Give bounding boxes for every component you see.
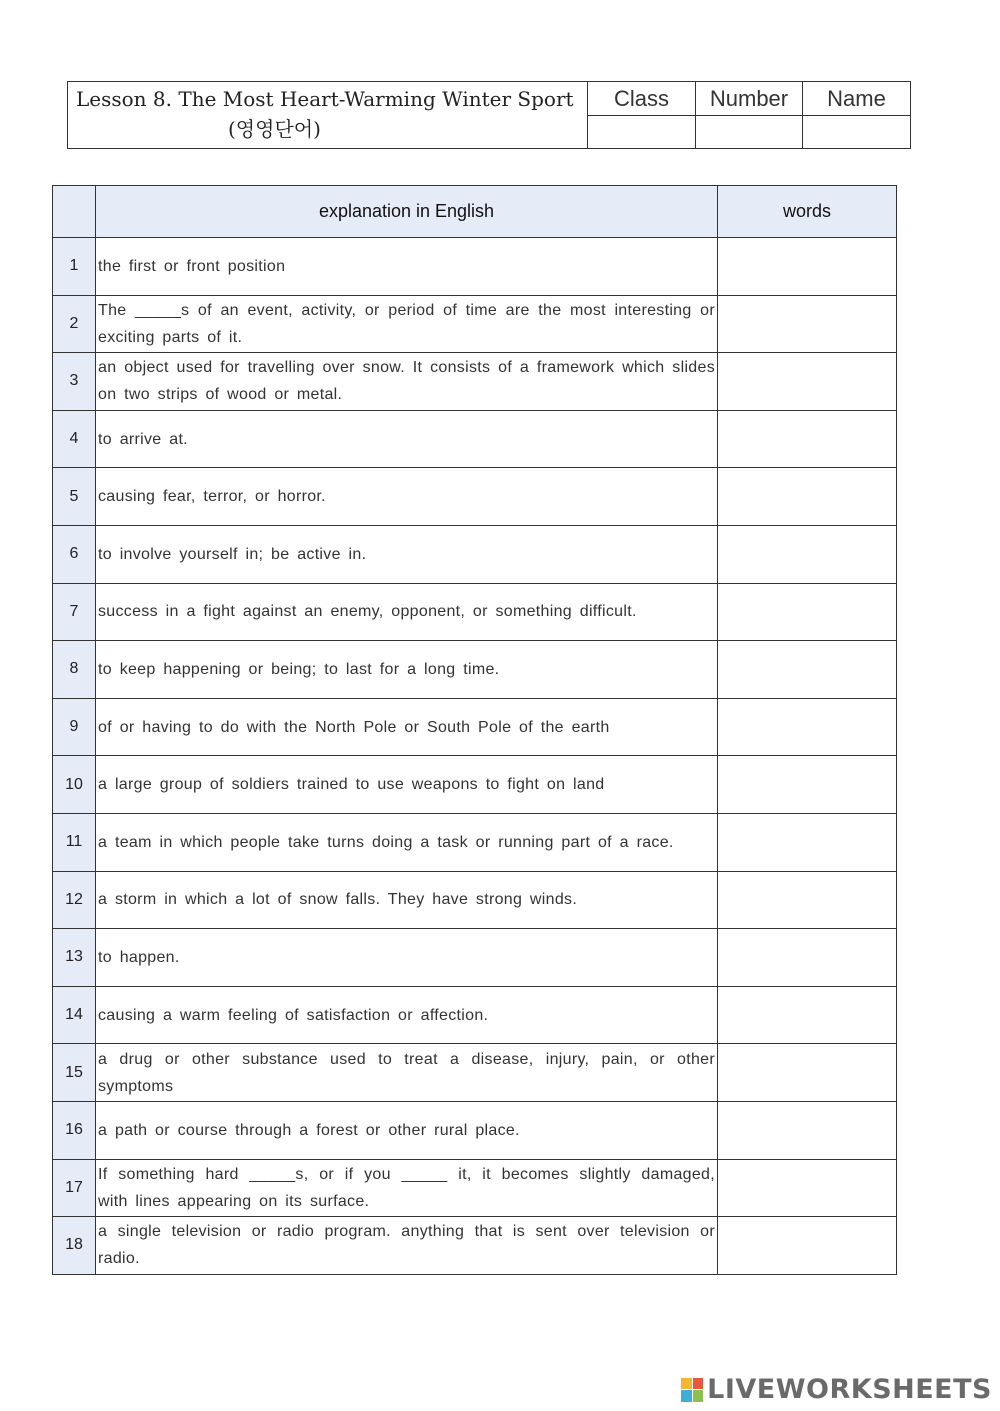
answer-field[interactable] (718, 295, 897, 353)
row-explanation: the first or front position (96, 238, 718, 296)
row-number: 7 (53, 583, 96, 641)
row-explanation: a team in which people take turns doing a task or running part of a race. (96, 813, 718, 871)
row-explanation: to keep happening or being; to last for a long time. (96, 641, 718, 699)
table-row (53, 1044, 897, 1102)
liveworksheets-wordmark: LIVEWORKSHEETS (707, 1374, 992, 1405)
row-number: 6 (53, 525, 96, 583)
table-row (53, 525, 897, 583)
name-label: Name (803, 82, 911, 116)
row-number: 17 (53, 1159, 96, 1217)
row-number: 13 (53, 929, 96, 987)
row-explanation: a single television or radio program. anything that is sent over television or radio. (96, 1217, 718, 1275)
answer-field[interactable] (718, 813, 897, 871)
row-explanation: causing fear, terror, or horror. (96, 468, 718, 526)
table-row (53, 410, 897, 468)
row-number: 16 (53, 1101, 96, 1159)
lesson-title (68, 82, 588, 149)
answer-field[interactable] (718, 353, 897, 411)
row-number: 18 (53, 1217, 96, 1275)
row-number: 12 (53, 871, 96, 929)
vocabulary-rows (53, 238, 897, 1275)
row-number: 5 (53, 468, 96, 526)
lesson-title-line1: Lesson 8. The Most Heart-Warming Winter Sport (76, 87, 574, 111)
table-row (53, 698, 897, 756)
answer-field[interactable] (718, 410, 897, 468)
row-explanation: If something hard _____s, or if you _____ it, it becomes slightly damaged, with lines appearing on its surface. (96, 1159, 718, 1217)
class-field[interactable] (588, 116, 696, 149)
answer-field[interactable] (718, 583, 897, 641)
name-field[interactable] (803, 116, 911, 149)
row-number: 11 (53, 813, 96, 871)
row-number: 14 (53, 986, 96, 1044)
answer-field[interactable] (718, 1159, 897, 1217)
logo-square-4 (693, 1390, 704, 1402)
row-explanation: to happen. (96, 929, 718, 987)
row-number: 10 (53, 756, 96, 814)
answer-field[interactable] (718, 1101, 897, 1159)
explanation-column-header: explanation in English (96, 186, 718, 238)
class-label: Class (588, 82, 696, 116)
table-row (53, 1101, 897, 1159)
answer-field[interactable] (718, 1217, 897, 1275)
liveworksheets-logo-icon (681, 1378, 703, 1402)
vocabulary-table (52, 185, 897, 1275)
number-column-header (53, 186, 96, 238)
answer-field[interactable] (718, 698, 897, 756)
number-label: Number (696, 82, 803, 116)
row-number: 1 (53, 238, 96, 296)
row-explanation: a large group of soldiers trained to use weapons to fight on land (96, 756, 718, 814)
logo-square-2 (693, 1378, 704, 1390)
row-explanation: The _____s of an event, activity, or period of time are the most interesting or exciting parts of it. (96, 295, 718, 353)
answer-field[interactable] (718, 929, 897, 987)
table-row (53, 583, 897, 641)
number-field[interactable] (696, 116, 803, 149)
table-row (53, 238, 897, 296)
words-column-header: words (718, 186, 897, 238)
row-number: 15 (53, 1044, 96, 1102)
answer-field[interactable] (718, 468, 897, 526)
answer-field[interactable] (718, 641, 897, 699)
table-row (53, 468, 897, 526)
table-row (53, 1159, 897, 1217)
answer-field[interactable] (718, 986, 897, 1044)
answer-field[interactable] (718, 871, 897, 929)
table-row (53, 986, 897, 1044)
row-explanation: causing a warm feeling of satisfaction or affection. (96, 986, 718, 1044)
row-explanation: to involve yourself in; be active in. (96, 525, 718, 583)
table-row (53, 813, 897, 871)
row-explanation: success in a fight against an enemy, opponent, or something difficult. (96, 583, 718, 641)
answer-field[interactable] (718, 1044, 897, 1102)
row-explanation: a storm in which a lot of snow falls. They have strong winds. (96, 871, 718, 929)
logo-square-3 (681, 1390, 692, 1402)
row-explanation: to arrive at. (96, 410, 718, 468)
answer-field[interactable] (718, 525, 897, 583)
row-explanation: of or having to do with the North Pole or South Pole of the earth (96, 698, 718, 756)
row-number: 4 (53, 410, 96, 468)
row-explanation: a drug or other substance used to treat a disease, injury, pain, or other symptoms (96, 1044, 718, 1102)
logo-square-1 (681, 1378, 692, 1390)
row-number: 2 (53, 295, 96, 353)
table-row (53, 353, 897, 411)
table-row (53, 871, 897, 929)
answer-field[interactable] (718, 238, 897, 296)
table-row (53, 929, 897, 987)
row-number: 3 (53, 353, 96, 411)
row-explanation: an object used for travelling over snow. It consists of a framework which slides on two strips of wood or metal. (96, 353, 718, 411)
table-row (53, 641, 897, 699)
row-number: 9 (53, 698, 96, 756)
worksheet-header (67, 81, 911, 149)
table-row (53, 756, 897, 814)
row-explanation: a path or course through a forest or other rural place. (96, 1101, 718, 1159)
liveworksheets-logo (681, 1374, 992, 1405)
answer-field[interactable] (718, 756, 897, 814)
table-row (53, 1217, 897, 1275)
table-row (53, 295, 897, 353)
lesson-title-line2: (영영단어) (228, 117, 321, 141)
row-number: 8 (53, 641, 96, 699)
